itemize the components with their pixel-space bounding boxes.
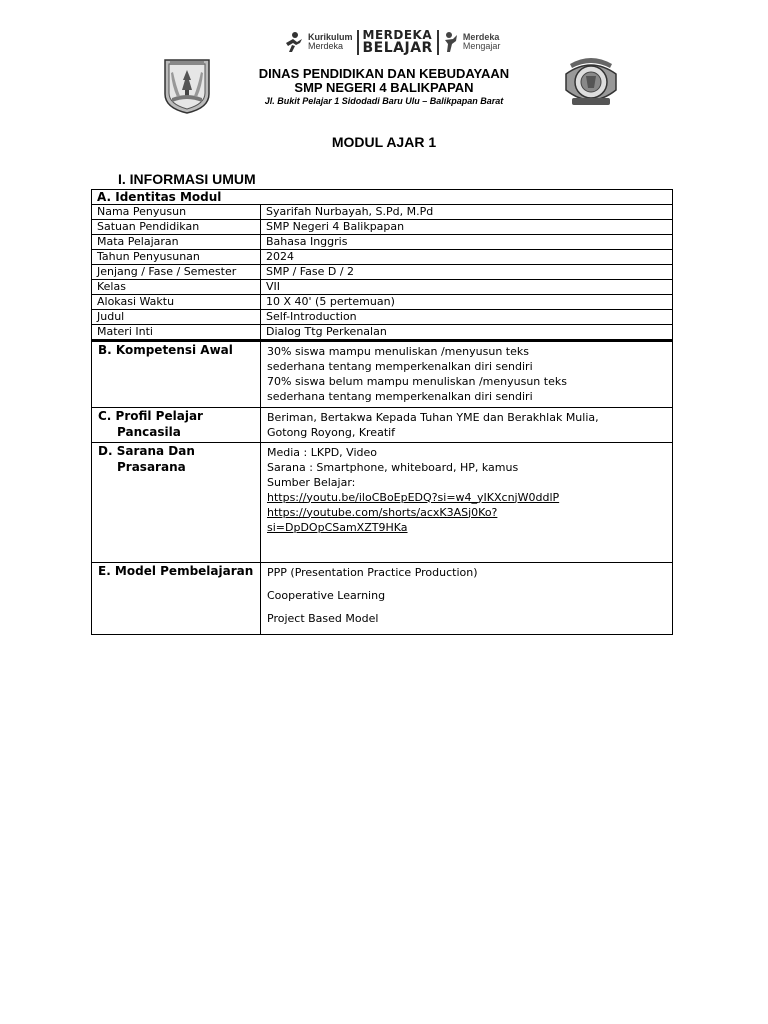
row-value: Dialog Ttg Perkenalan: [261, 325, 673, 340]
row-value: 10 X 40' (5 pertemuan): [261, 295, 673, 310]
merdeka-mengajar-logo-icon: [443, 31, 459, 53]
row-label: Alokasi Waktu: [92, 295, 261, 310]
page-title: MODUL AJAR 1: [331, 134, 437, 150]
row-value: VII: [261, 280, 673, 295]
profil-value: Beriman, Bertakwa Kepada Tuhan YME dan Berakhlak Mulia, Gotong Royong, Kreatif: [261, 407, 673, 442]
youtube-link-1[interactable]: https://youtu.be/iloCBoEpEDQ?si=w4_yIKXcnjW0ddlP: [267, 490, 560, 504]
merdeka-belajar-logo: MERDEKA BELAJAR: [357, 30, 439, 55]
sarana-row: [92, 442, 673, 562]
kurikulum-merdeka-text: Kurikulum Merdeka: [308, 32, 353, 51]
row-label: Mata Pelajaran: [92, 235, 261, 250]
list-item: PPP (Presentation Practice Production): [267, 565, 478, 579]
table-row: [92, 235, 673, 250]
row-label: Nama Penyusun: [92, 205, 261, 220]
table-row: [92, 220, 673, 235]
row-label: Satuan Pendidikan: [92, 220, 261, 235]
table-row: [92, 325, 673, 340]
row-value: SMP Negeri 4 Balikpapan: [261, 220, 673, 235]
kompetensi-row: [92, 341, 673, 407]
table-row: [92, 205, 673, 220]
table-row: [92, 295, 673, 310]
model-value: [261, 562, 673, 634]
header-school: SMP NEGERI 4 BALIKPAPAN: [294, 80, 474, 95]
school-emblem-icon: [562, 54, 620, 112]
identitas-heading-row: [92, 190, 673, 205]
identitas-heading: A. Identitas Modul: [92, 190, 673, 205]
sarana-value: [261, 442, 673, 562]
profil-label: C. Profil Pelajar Pancasila: [92, 407, 261, 442]
section-heading: I. INFORMASI UMUM: [118, 171, 256, 187]
table-row: [92, 265, 673, 280]
kompetensi-value: 30% siswa mampu menuliskan /menyusun teks sederhana tentang memperkenalkan diri sendiri 70% siswa belum mampu menuliskan /menyusun teks sederhana tentang memperkenalkan diri sendiri: [261, 341, 673, 407]
row-value: Syarifah Nurbayah, S.Pd, M.Pd: [261, 205, 673, 220]
row-value: Self-Introduction: [261, 310, 673, 325]
table-row: [92, 280, 673, 295]
header-address: Jl. Bukit Pelajar 1 Sidodadi Baru Ulu – Balikpapan Barat: [264, 96, 504, 106]
youtube-link-2[interactable]: https://youtube.com/shorts/acxK3ASj0Ko?: [267, 505, 498, 519]
row-value: 2024: [261, 250, 673, 265]
profil-row: [92, 407, 673, 442]
media-text: Media : LKPD, Video: [267, 445, 377, 459]
sumber-text: Sumber Belajar:: [267, 475, 356, 489]
row-label: Tahun Penyusunan: [92, 250, 261, 265]
row-label: Judul: [92, 310, 261, 325]
row-label: Kelas: [92, 280, 261, 295]
table-row: [92, 250, 673, 265]
youtube-link-2-cont[interactable]: si=DpDOpCSamXZT9HKa: [267, 520, 408, 534]
detail-table: [91, 340, 673, 635]
sarana-label: D. Sarana Dan Prasarana: [92, 442, 261, 562]
row-value: Bahasa Inggris: [261, 235, 673, 250]
kurikulum-merdeka-logo-icon: [284, 31, 304, 53]
logo-bar: [284, 28, 500, 56]
row-label: Jenjang / Fase / Semester: [92, 265, 261, 280]
row-label: Materi Inti: [92, 325, 261, 340]
table-row: [92, 310, 673, 325]
model-row: [92, 562, 673, 634]
list-item: Cooperative Learning: [267, 588, 386, 602]
list-item: Project Based Model: [267, 611, 379, 625]
sarana-text: Sarana : Smartphone, whiteboard, HP, kamus: [267, 460, 519, 474]
kompetensi-label: B. Kompetensi Awal: [92, 341, 261, 407]
row-value: SMP / Fase D / 2: [261, 265, 673, 280]
identitas-table: [91, 189, 673, 340]
merdeka-mengajar-text: Merdeka Mengajar: [462, 32, 501, 51]
model-label: E. Model Pembelajaran: [92, 562, 261, 634]
header-agency: DINAS PENDIDIKAN DAN KEBUDAYAAN: [258, 66, 510, 81]
